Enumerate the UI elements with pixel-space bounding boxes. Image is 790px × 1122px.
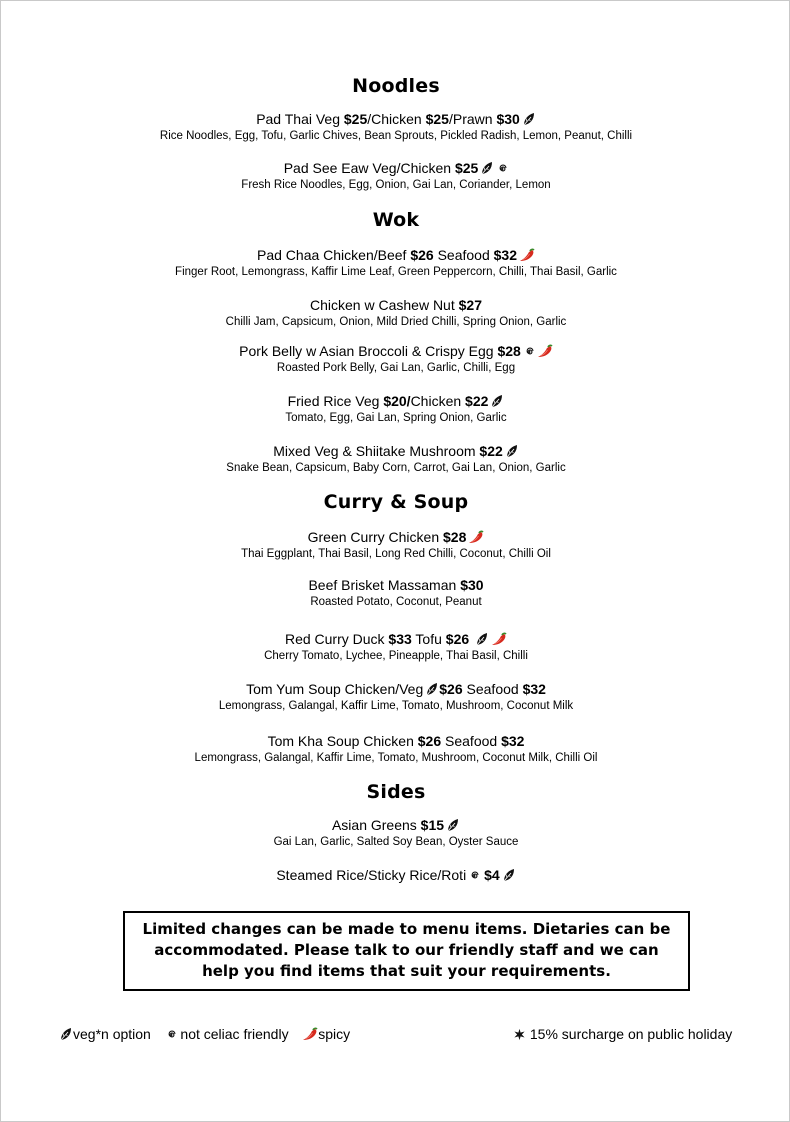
menu-item-mixed-veg: Mixed Veg & Shiitake Mushroom $22 Snake Bean, Capsicum, Baby Corn, Carrot, Gai Lan, Onion, Garlic bbox=[1, 442, 790, 476]
veg-icon bbox=[425, 682, 439, 696]
legend-veg-label: veg*n option bbox=[73, 1026, 151, 1042]
menu-item-description: Tomato, Egg, Gai Lan, Spring Onion, Garlic bbox=[285, 412, 507, 424]
menu-item-steamed-rice: Steamed Rice/Sticky Rice/Roti $4 bbox=[1, 866, 790, 884]
veg-icon bbox=[475, 632, 489, 646]
veg-icon bbox=[522, 112, 536, 126]
veg-icon bbox=[505, 444, 519, 458]
section-heading-curry-soup: Curry & Soup bbox=[323, 491, 469, 513]
menu-item-description: Roasted Pork Belly, Gai Lan, Garlic, Chilli, Egg bbox=[276, 362, 516, 374]
spicy-icon bbox=[537, 344, 553, 358]
veg-icon bbox=[502, 868, 516, 882]
menu-item-chicken-cashew: Chicken w Cashew Nut $27 Chilli Jam, Capsicum, Onion, Mild Dried Chilli, Spring Onion, Garlic bbox=[1, 296, 790, 330]
menu-item-fried-rice: Fried Rice Veg $20/Chicken $22 Tomato, Egg, Gai Lan, Spring Onion, Garlic bbox=[1, 392, 790, 426]
menu-item-description: Gai Lan, Garlic, Salted Soy Bean, Oyster Sauce bbox=[273, 836, 519, 848]
menu-item-tom-yum: Tom Yum Soup Chicken/Veg $26 Seafood $32 Lemongrass, Galangal, Kaffir Lime, Tomato, Mushroom, Coconut Milk bbox=[1, 680, 790, 714]
legend-surcharge-label: 15% surcharge on public holiday bbox=[529, 1026, 733, 1042]
legend-spicy-label: spicy bbox=[318, 1026, 351, 1042]
spicy-icon bbox=[468, 530, 484, 544]
menu-item-description: Cherry Tomato, Lychee, Pineapple, Thai Basil, Chilli bbox=[264, 650, 528, 662]
veg-icon bbox=[480, 161, 494, 175]
menu-item-massaman: Beef Brisket Massaman $30 Roasted Potato, Coconut, Peanut bbox=[1, 576, 790, 610]
menu-item-description: Rice Noodles, Egg, Tofu, Garlic Chives, Bean Sprouts, Pickled Radish, Lemon, Peanut, Chilli bbox=[159, 130, 633, 142]
not-celiac-icon bbox=[468, 870, 480, 882]
spicy-icon bbox=[491, 632, 507, 646]
menu-item-description: Chilli Jam, Capsicum, Onion, Mild Dried Chilli, Spring Onion, Garlic bbox=[225, 316, 567, 328]
menu-item-description: Lemongrass, Galangal, Kaffir Lime, Tomato, Mushroom, Coconut Milk, Chilli Oil bbox=[194, 752, 598, 764]
not-celiac-icon bbox=[523, 346, 535, 358]
menu-item-pad-chaa: Pad Chaa Chicken/Beef $26 Seafood $32 Finger Root, Lemongrass, Kaffir Lime Leaf, Green Peppercorn, Chilli, Thai Basil, Garlic bbox=[1, 246, 790, 280]
star-icon bbox=[513, 1028, 526, 1041]
menu-item-asian-greens: Asian Greens $15 Gai Lan, Garlic, Salted Soy Bean, Oyster Sauce bbox=[1, 816, 790, 850]
menu-item-pork-belly: Pork Belly w Asian Broccoli & Crispy Egg $28 Roasted Pork Belly, Gai Lan, Garlic, Chilli, Egg bbox=[1, 342, 790, 376]
menu-item-red-curry-duck: Red Curry Duck $33 Tofu $26 Cherry Tomato, Lychee, Pineapple, Thai Basil, Chilli bbox=[1, 630, 790, 664]
legend-dietary bbox=[57, 1025, 350, 1043]
menu-item-description: Snake Bean, Capsicum, Baby Corn, Carrot, Gai Lan, Onion, Garlic bbox=[226, 462, 566, 474]
spicy-icon bbox=[302, 1027, 318, 1041]
legend-celiac-label: not celiac friendly bbox=[180, 1026, 289, 1042]
menu-item-description: Roasted Potato, Coconut, Peanut bbox=[310, 596, 482, 608]
dietary-notice-box: Limited changes can be made to menu items. Dietaries can be accommodated. Please talk to our friendly staff and we can help you find items that suit your requirements. bbox=[123, 911, 690, 991]
not-celiac-icon bbox=[165, 1029, 177, 1041]
spicy-icon bbox=[519, 248, 535, 262]
section-heading-sides: Sides bbox=[366, 781, 426, 803]
menu-item-description: Thai Eggplant, Thai Basil, Long Red Chilli, Coconut, Chilli Oil bbox=[241, 548, 551, 560]
veg-icon bbox=[490, 394, 504, 408]
section-heading-noodles: Noodles bbox=[352, 75, 440, 97]
menu-item-pad-see-eaw: Pad See Eaw Veg/Chicken $25 Fresh Rice Noodles, Egg, Onion, Gai Lan, Coriander, Lemon bbox=[1, 159, 790, 193]
menu-item-green-curry: Green Curry Chicken $28 Thai Eggplant, Thai Basil, Long Red Chilli, Coconut, Chilli Oil bbox=[1, 528, 790, 562]
menu-item-description: Lemongrass, Galangal, Kaffir Lime, Tomato, Mushroom, Coconut Milk bbox=[218, 700, 574, 712]
menu-item-description: Finger Root, Lemongrass, Kaffir Lime Leaf, Green Peppercorn, Chilli, Thai Basil, Garlic bbox=[175, 266, 617, 278]
section-heading-wok: Wok bbox=[372, 209, 420, 231]
veg-icon bbox=[59, 1027, 73, 1041]
menu-item-description: Fresh Rice Noodles, Egg, Onion, Gai Lan, Coriander, Lemon bbox=[241, 179, 551, 191]
legend-surcharge bbox=[511, 1025, 732, 1043]
menu-item-tom-kha: Tom Kha Soup Chicken $26 Seafood $32 Lemongrass, Galangal, Kaffir Lime, Tomato, Mushroom, Coconut Milk, Chilli Oil bbox=[1, 732, 790, 766]
menu-item-pad-thai: Pad Thai Veg $25/Chicken $25/Prawn $30 Rice Noodles, Egg, Tofu, Garlic Chives, Bean Sprouts, Pickled Radish, Lemon, Peanut, Chilli bbox=[1, 110, 790, 144]
not-celiac-icon bbox=[496, 163, 508, 175]
veg-icon bbox=[446, 818, 460, 832]
